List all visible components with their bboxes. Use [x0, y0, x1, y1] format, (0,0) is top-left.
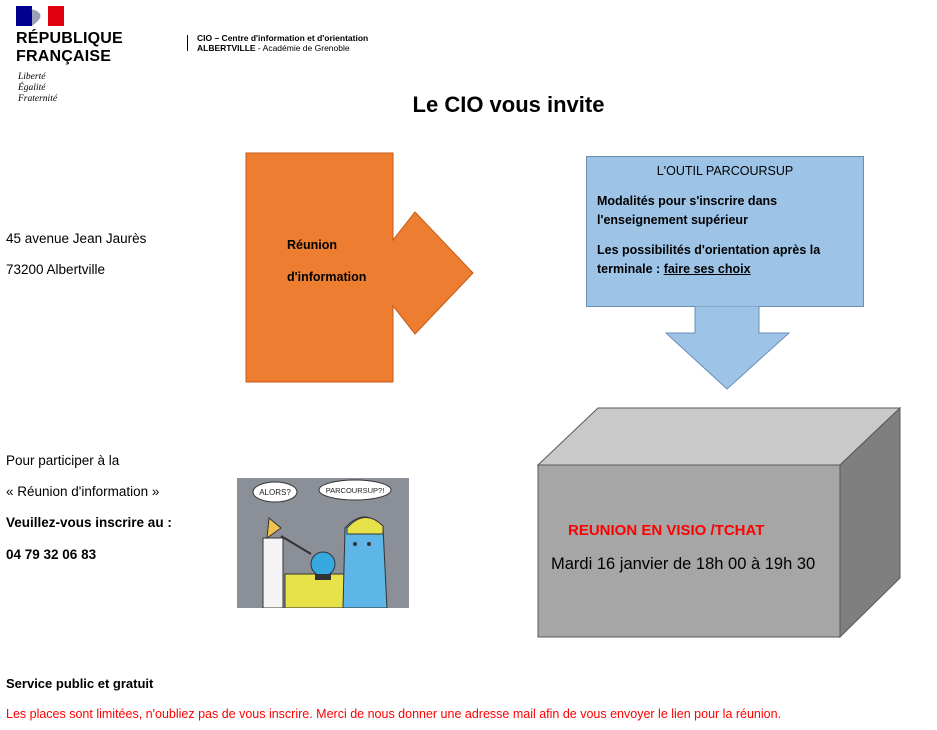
address-city: 73200 Albertville [6, 262, 106, 277]
republique-francaise-title [16, 30, 123, 66]
blue-down-arrow [665, 306, 790, 390]
registration-notice: Les places sont limitées, n'oubliez pas de vous inscrire. Merci de nous donner une adresse mail afin de vous envoyer le lien pour la réunion. [6, 707, 782, 721]
address-street: 45 avenue Jean Jaurès [6, 231, 147, 246]
orange-arrow-line1: Réunion [287, 238, 337, 252]
parcoursup-box [586, 156, 864, 307]
orange-arrow-shape [245, 152, 475, 384]
visio-title: REUNION EN VISIO /TCHAT [568, 522, 765, 539]
motto-liberte: Liberté [18, 72, 46, 82]
motto-fraternite: Fraternité [18, 94, 58, 104]
marianne-logo-icon [16, 6, 64, 26]
header-divider [187, 35, 188, 51]
parcoursup-point-2-text: Les possibilités d'orientation après la terminale : [597, 243, 821, 276]
signup-line-2: « Réunion d'information » [6, 484, 160, 499]
republic-line-1: RÉPUBLIQUE [16, 30, 123, 47]
service-public-label: Service public et gratuit [6, 676, 154, 691]
signup-phone: 04 79 32 06 83 [6, 547, 97, 562]
motto-egalite: Égalité [18, 83, 46, 93]
parcoursup-point-1: Modalités pour s'inscrire dans l'enseignement supérieur [597, 194, 778, 227]
cio-header [197, 33, 368, 53]
cio-name: CIO – Centre d'information et d'orientation [197, 33, 369, 43]
cio-city: ALBERTVILLE [197, 43, 256, 53]
cartoon-bubble-2: PARCOURSUP?! [325, 486, 385, 495]
parcoursup-point-2 [597, 241, 857, 279]
parcoursup-heading: L'OUTIL PARCOURSUP [656, 164, 794, 178]
parcoursup-cartoon [237, 478, 409, 608]
signup-line-1: Pour participer à la [6, 453, 120, 468]
republic-line-2: FRANÇAISE [16, 48, 112, 65]
cio-academy: - Académie de Grenoble [255, 43, 350, 53]
faire-ses-choix-link[interactable]: faire ses choix [663, 262, 751, 276]
visio-date: Mardi 16 janvier de 18h 00 à 19h 30 [551, 555, 816, 573]
orange-arrow-line2: d'information [287, 270, 367, 284]
page-title: Le CIO vous invite [412, 92, 605, 117]
signup-line-3: Veuillez-vous inscrire au : [6, 515, 172, 530]
cartoon-bubble-1: ALORS? [259, 488, 291, 497]
